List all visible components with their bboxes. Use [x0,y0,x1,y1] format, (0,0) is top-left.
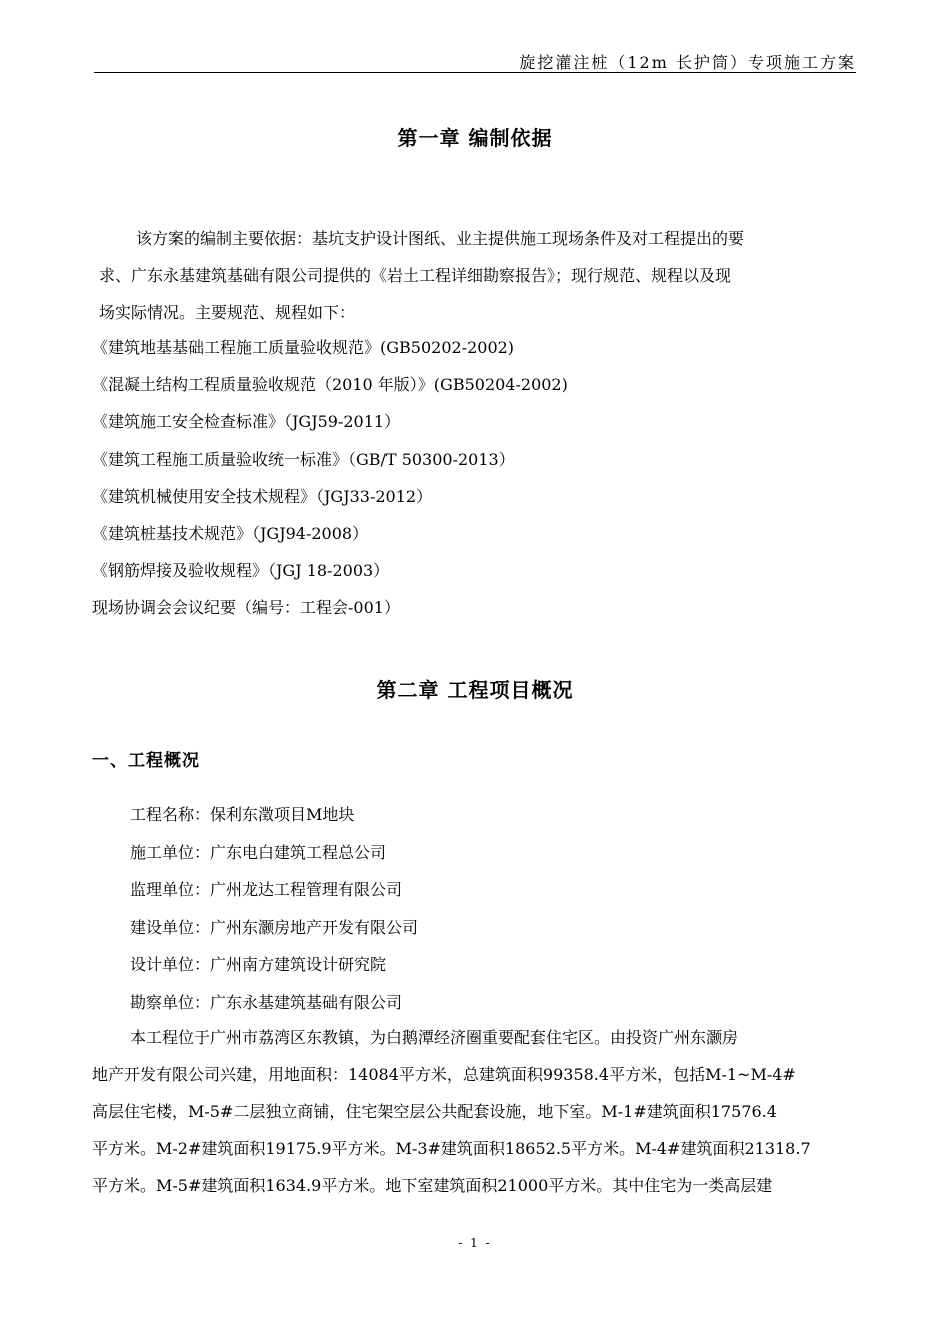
project-description-line-2: 地产开发有限公司兴建，用地面积：14084平方米，总建筑面积99358.4平方米，包括M-1~M-4# [92,1065,796,1084]
standard-item: 《建筑施工安全检查标准》（JGJ59-2011） [92,412,401,432]
project-description-line-5: 平方米。M-5#建筑面积1634.9平方米。地下室建筑面积21000平方米。其中住宅为一类高层建 [92,1176,773,1195]
owner-unit: 建设单位：广州东灏房地产开发有限公司 [130,917,419,937]
standard-item: 现场协调会会议纪要（编号：工程会-001） [92,598,400,618]
running-header: 旋挖灌注桩（12m 长护筒）专项施工方案 [519,53,856,72]
header-divider [94,72,856,73]
chapter-1-intro-line-3: 场实际情况。主要规范、规程如下： [99,303,356,322]
standard-item: 《建筑桩基技术规范》（JGJ94-2008） [92,523,369,543]
standard-item: 《建筑地基基础工程施工质量验收规范》(GB50202-2002) [92,338,515,357]
chapter-1-title: 第一章 编制依据 [397,126,553,150]
project-description-line-1: 本工程位于广州市荔湾区东教镇，为白鹅潭经济圈重要配套住宅区。由投资广州东灏房 [130,1028,739,1047]
chapter-2-title: 第二章 工程项目概况 [376,678,574,702]
section-1-title: 一、工程概况 [92,751,200,771]
construction-unit: 施工单位：广东电白建筑工程总公司 [130,842,387,862]
chapter-1-intro-line-1: 该方案的编制主要依据：基坑支护设计图纸、业主提供施工现场条件及对工程提出的要 [136,229,745,248]
standard-item: 《建筑机械使用安全技术规程》（JGJ33-2012） [92,486,433,506]
project-description-line-4: 平方米。M-2#建筑面积19175.9平方米。M-3#建筑面积18652.5平方米。M-4#建筑面积21318.7 [92,1139,811,1158]
page-number: - 1 - [458,1236,492,1250]
standards-list [92,329,568,627]
chapter-1-intro-line-2: 求、广东永基建筑基础有限公司提供的《岩土工程详细勘察报告》；现行规范、规程以及现 [99,266,732,285]
project-info-list [130,796,418,1021]
standard-item: 《钢筋焊接及验收规程》（JGJ 18-2003） [92,561,390,581]
standard-item: 《建筑工程施工质量验收统一标准》（GB/T 50300-2013） [92,449,515,469]
project-name: 工程名称：保利东澂项目M地块 [130,805,355,824]
survey-unit: 勘察单位：广东永基建筑基础有限公司 [130,992,403,1012]
design-unit: 设计单位：广州南方建筑设计研究院 [130,955,387,974]
project-description-line-3: 高层住宅楼，M-5#二层独立商铺，住宅架空层公共配套设施，地下室。M-1#建筑面积17576.4 [92,1102,777,1121]
supervision-unit: 监理单位：广州龙达工程管理有限公司 [130,880,403,899]
standard-item: 《混凝土结构工程质量验收规范（2010 年版）》(GB50204-2002) [92,375,568,395]
